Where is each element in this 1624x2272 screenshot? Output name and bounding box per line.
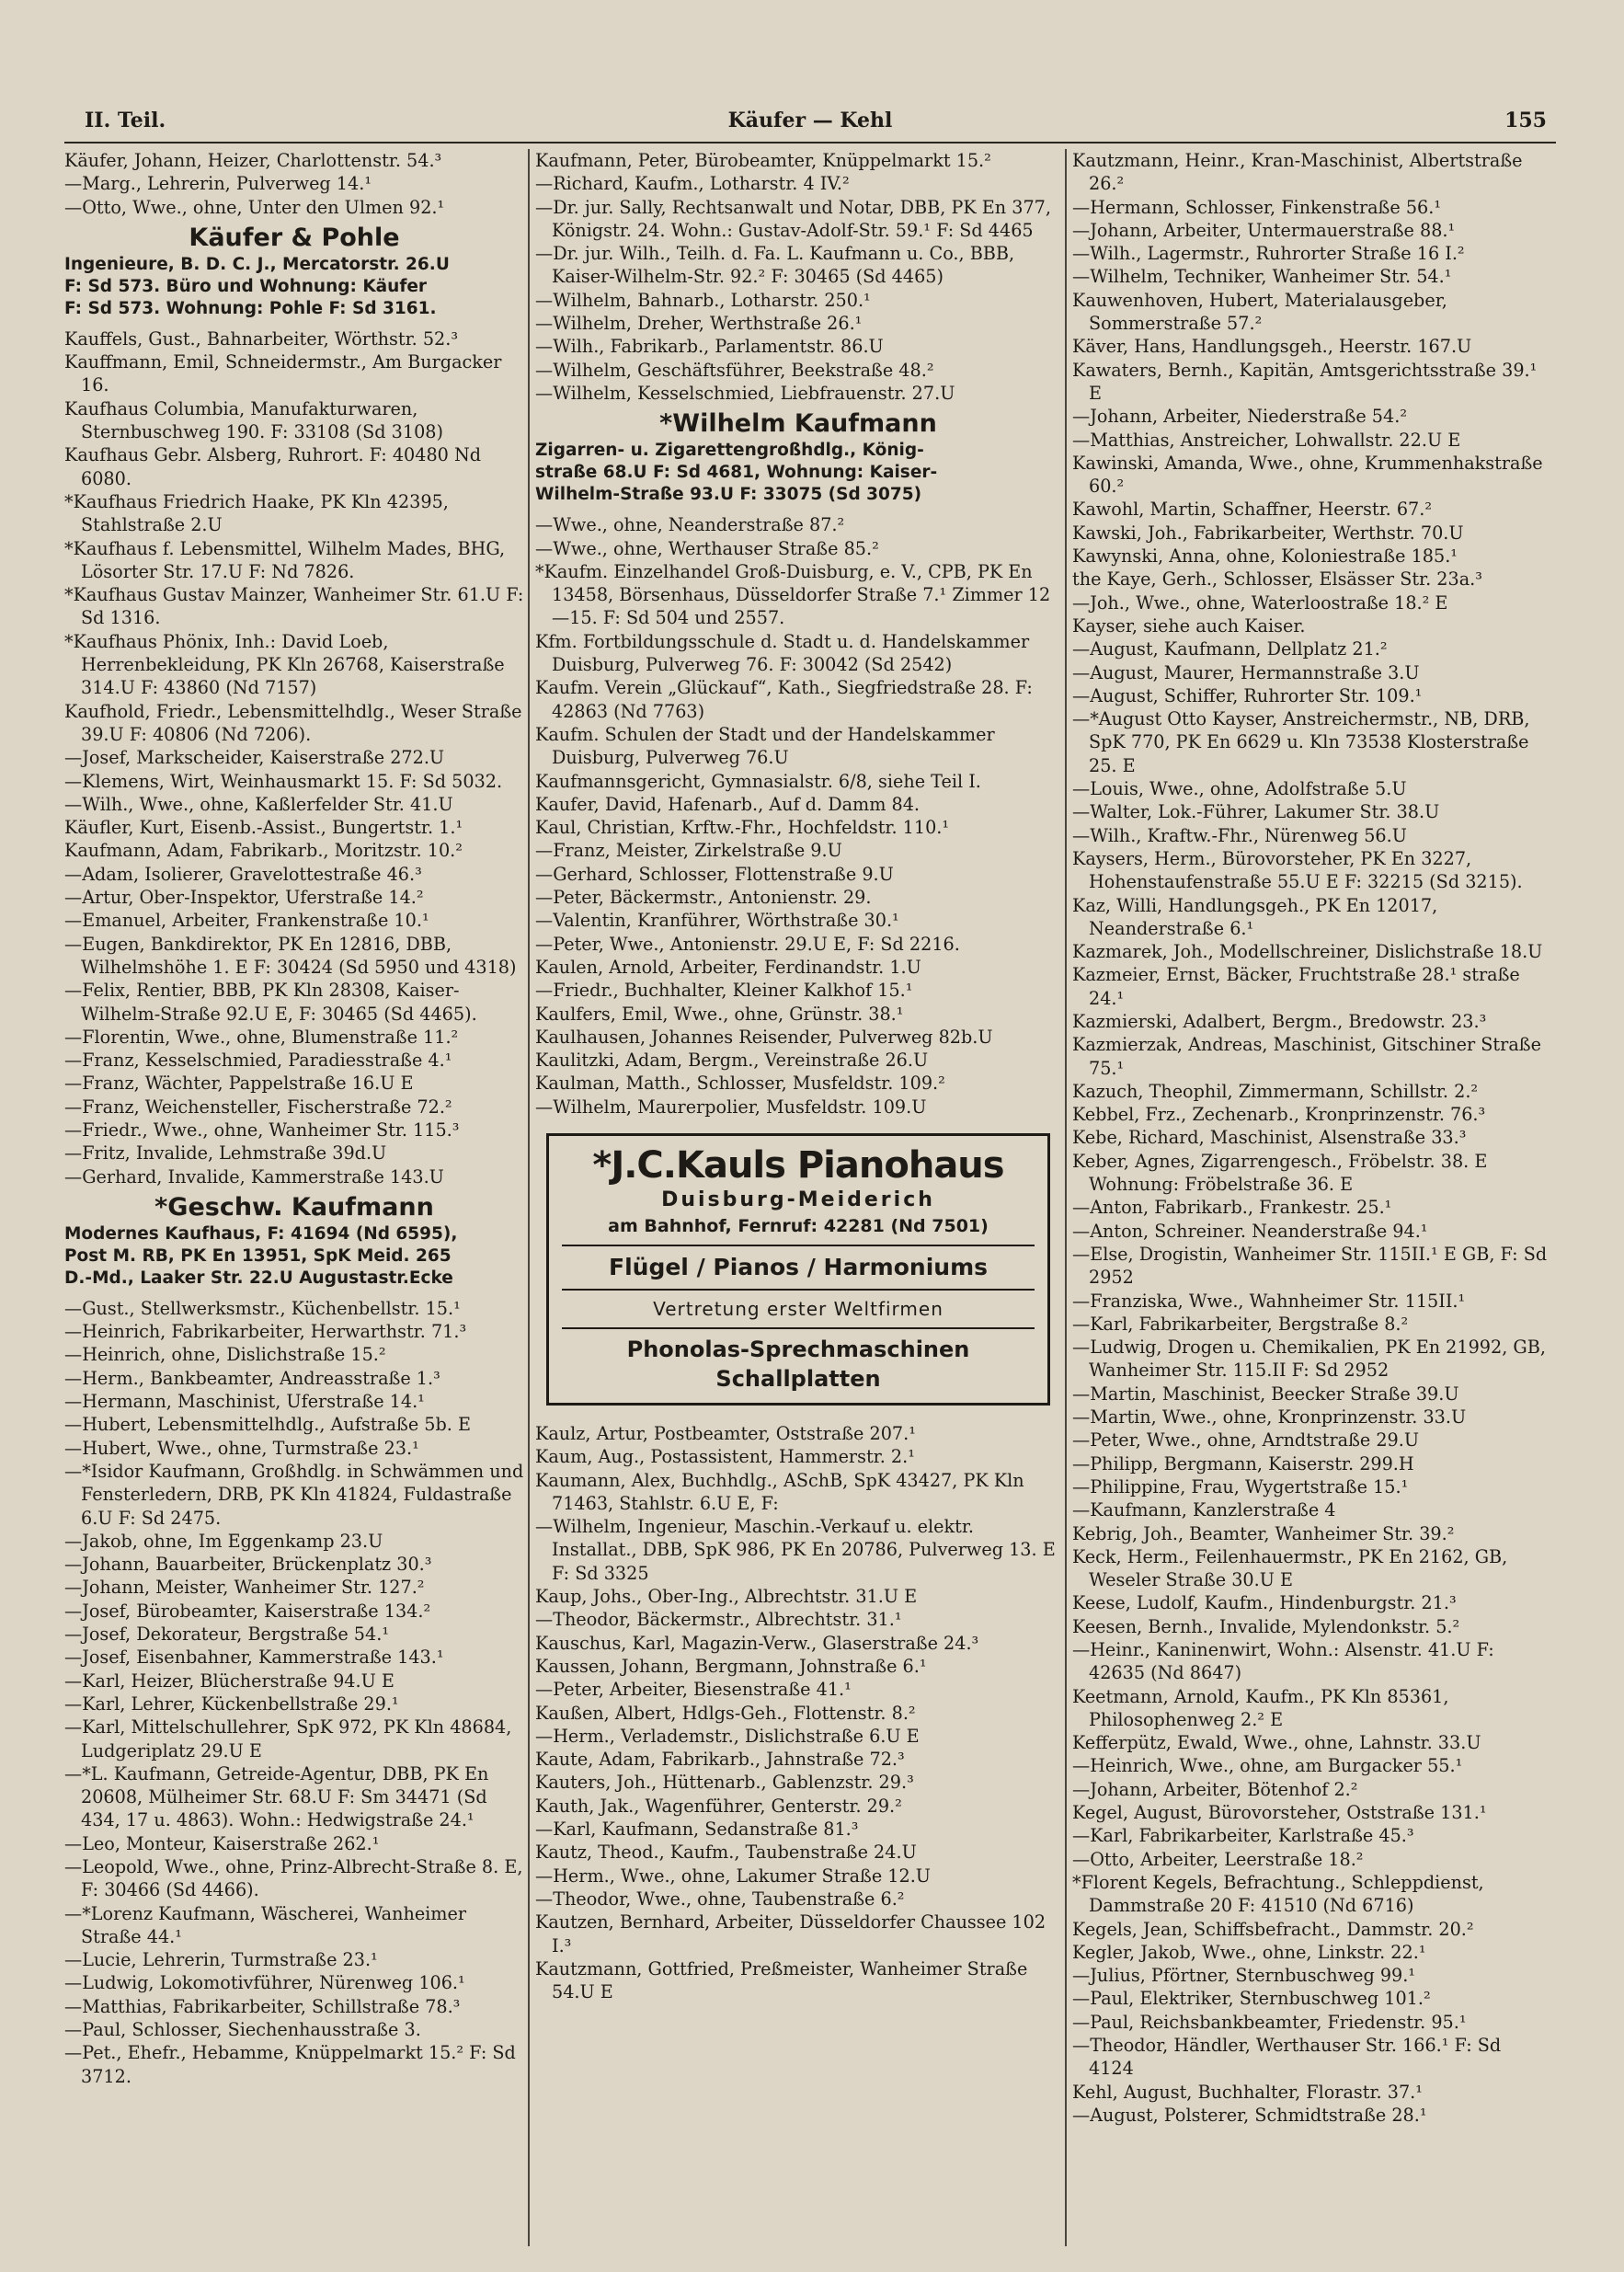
directory-entry: —Josef, Dekorateur, Bergstraße 54.¹ [64, 1624, 390, 1646]
directory-entry: Kaulhausen, Johannes Reisender, Pulverweg 82b.U [535, 1026, 993, 1048]
directory-entry: Kawinski, Amanda, Wwe., ohne, Krummenhakstraße 60.² [1072, 452, 1543, 498]
directory-entry: —Wwe., ohne, Werthauser Straße 85.² [535, 537, 879, 559]
page-number: 155 [1504, 109, 1547, 132]
directory-entry: —Lucie, Lehrerin, Turmstraße 23.¹ [64, 1949, 378, 1971]
directory-entry: Kautz, Theod., Kaufm., Taubenstraße 24.U [535, 1842, 917, 1864]
directory-entry: Kegels, Jean, Schiffsbefracht., Dammstr. 20.² [1072, 1918, 1474, 1940]
directory-entry: *Kaufhaus Friedrich Haake, PK Kln 42395, Stahlstraße 2.U [64, 490, 449, 536]
directory-entry: Käver, Hans, Handlungsgeh., Heerstr. 167.U [1072, 336, 1472, 358]
directory-entry: Kaute, Adam, Fabrikarb., Jahnstraße 72.³ [535, 1749, 905, 1771]
directory-entry: —Heinr., Kaninenwirt, Wohn.: Alsenstr. 41.U F: 42635 (Nd 8647) [1072, 1639, 1494, 1684]
directory-entry: —Wilhelm, Ingenieur, Maschin.-Verkauf u. elektr. Installat., DBB, SpK 986, PK En 20786, Pulverweg 13. E F: Sd 3325 [535, 1516, 1056, 1584]
directory-entry: the Kaye, Gerh., Schlosser, Elsässer Str. 23a.³ [1072, 568, 1482, 591]
directory-entry: Kaussen, Johann, Bergmann, Johnstraße 6.¹ [535, 1655, 927, 1677]
directory-entry: —Johann, Arbeiter, Untermauerstraße 88.¹ [1072, 219, 1456, 241]
directory-entry: —Wilhelm, Bahnarb., Lotharstr. 250.¹ [535, 289, 871, 311]
directory-entry: *Florent Kegels, Befrachtung., Schleppdienst, Dammstraße 20 F: 41510 (Nd 6716) [1072, 1871, 1484, 1917]
directory-entry: —Julius, Pförtner, Sternbuschweg 99.¹ [1072, 1965, 1416, 1987]
directory-entry: Keesen, Bernh., Invalide, Mylendonkstr. 5.² [1072, 1615, 1460, 1637]
advertisement-title: *Geschw. Kaufmann [154, 1192, 434, 1222]
directory-entry: Kauffmann, Emil, Schneidermstr., Am Burgacker 16. [64, 351, 502, 396]
directory-entry: —Otto, Wwe., ohne, Unter den Ulmen 92.¹ [64, 196, 445, 218]
advertisement-line: F: Sd 573. Büro und Wohnung: Käufer [64, 276, 428, 296]
directory-entry: —Theodor, Bäckermstr., Albrechtstr. 31.¹ [535, 1609, 902, 1631]
directory-entry: Kebbel, Frz., Zechenarb., Kronprinzenstr. 76.³ [1072, 1104, 1486, 1126]
directory-entry: Kefferpütz, Ewald, Wwe., ohne, Lahnstr. 33.U [1072, 1732, 1481, 1754]
directory-entry: Keber, Agnes, Zigarrengesch., Fröbelstr. 38. E Wohnung: Fröbelstraße 36. E [1072, 1150, 1488, 1196]
directory-entry: —Else, Drogistin, Wanheimer Str. 115II.¹ E GB, F: Sd 2952 [1072, 1243, 1548, 1289]
directory-entry: Kazmarek, Joh., Modellschreiner, Dislichstraße 18.U [1072, 941, 1543, 963]
directory-entry: Käufer, Johann, Heizer, Charlottenstr. 54.³ [64, 150, 442, 171]
directory-entry: —Dr. jur. Wilh., Teilh. d. Fa. L. Kaufmann u. Co., BBB, Kaiser-Wilhelm-Str. 92.² F: 30465 (Sd 4465) [535, 243, 1015, 288]
advertisement-line: Ingenieure, B. D. C. J., Mercatorstr. 26.U [64, 254, 450, 274]
directory-entry: —Kaufmann, Kanzlerstraße 4 [1072, 1499, 1336, 1521]
directory-entry: —Peter, Wwe., ohne, Arndtstraße 29.U [1072, 1429, 1420, 1452]
directory-entry: —Paul, Elektriker, Sternbuschweg 101.² [1072, 1988, 1431, 2010]
directory-entry: Kauschus, Karl, Magazin-Verw., Glaserstraße 24.³ [535, 1632, 979, 1654]
directory-entry: Kaufmannsgericht, Gymnasialstr. 6/8, siehe Teil I. [535, 770, 981, 792]
directory-entry: —Matthias, Fabrikarbeiter, Schillstraße 78.³ [64, 1995, 461, 2017]
directory-entry: —Martin, Maschinist, Beecker Straße 39.U [1072, 1383, 1459, 1405]
directory-entry: Keese, Ludolf, Kaufm., Hindenburgstr. 21.³ [1072, 1592, 1457, 1614]
directory-entry: —Paul, Reichsbankbeamter, Friedenstr. 95.¹ [1072, 2011, 1467, 2033]
column-divider [1065, 149, 1067, 2246]
directory-entry: Kauffels, Gust., Bahnarbeiter, Wörthstr. 52.³ [64, 327, 459, 350]
directory-entry: —Felix, Rentier, BBB, PK Kln 28308, Kaiser-Wilhelm-Straße 92.U E, F: 30465 (Sd 4465). [64, 980, 477, 1025]
directory-entry: —Joh., Wwe., ohne, Waterloostraße 18.² E [1072, 591, 1448, 614]
directory-entry: —Josef, Bürobeamter, Kaiserstraße 134.² [64, 1600, 431, 1622]
directory-entry: —Wilh., Kraftw.-Fhr., Nürenweg 56.U [1072, 824, 1407, 846]
directory-entry: —Peter, Arbeiter, Biesenstraße 41.¹ [535, 1679, 852, 1701]
directory-entry: Kaufer, David, Hafenarb., Auf d. Damm 84. [535, 793, 921, 815]
directory-entry: Käufler, Kurt, Eisenb.-Assist., Bungertstr. 1.¹ [64, 817, 463, 839]
directory-entry: Kautzmann, Heinr., Kran-Maschinist, Albertstraße 26.² [1072, 150, 1523, 195]
advertisement-line: straße 68.U F: Sd 4681, Wohnung: Kaiser- [535, 463, 938, 483]
directory-entry: Kaysers, Herm., Bürovorsteher, PK En 3227, Hohenstaufenstraße 55.U E F: 32215 (Sd 3215). [1072, 847, 1523, 893]
part-label: II. Teil. [85, 109, 166, 132]
directory-entry: —Wilhelm, Techniker, Wanheimer Str. 54.¹ [1072, 266, 1452, 288]
directory-entry: Kaz, Willi, Handlungsgeh., PK En 12017, Neanderstraße 6.¹ [1072, 894, 1438, 939]
directory-entry: —Eugen, Bankdirektor, PK En 12816, DBB, Wilhelmshöhe 1. E F: 30424 (Sd 5950 und 4318) [64, 933, 517, 978]
directory-entry: —Paul, Schlosser, Siechenhausstraße 3. [64, 2019, 421, 2041]
directory-entry: —Karl, Mittelschullehrer, SpK 972, PK Kln 48684, Ludgeriplatz 29.U E [64, 1716, 512, 1761]
directory-entry: Kaufm. Verein „Glückauf“, Kath., Siegfriedstraße 28. F: 42863 (Nd 7763) [535, 677, 1033, 722]
directory-entry: —Philipp, Bergmann, Kaiserstr. 299.H [1072, 1452, 1414, 1475]
directory-entry: —August, Polsterer, Schmidtstraße 28.¹ [1072, 2104, 1427, 2126]
directory-entry: —Gerhard, Schlosser, Flottenstraße 9.U [535, 863, 894, 885]
directory-entry: —*L. Kaufmann, Getreide-Agentur, DBB, PK En 20608, Mülheimer Str. 68.U F: Sm 34471 (Sd 434, 17 u. 4863). Wohn.: Hedwigstraße 24.¹ [64, 1762, 489, 1831]
directory-entry: —Johann, Bauarbeiter, Brückenplatz 30.³ [64, 1554, 432, 1576]
directory-entry: —Ludwig, Lokomotivführer, Nürenweg 106.¹ [64, 1972, 465, 1994]
directory-entry: —Hermann, Schlosser, Finkenstraße 56.¹ [1072, 196, 1442, 218]
business-advertisement [64, 219, 524, 327]
directory-entry: Kautzmann, Gottfried, Preßmeister, Wanheimer Straße 54.U E [535, 1957, 1028, 2003]
directory-entry: —Anton, Fabrikarb., Frankestr. 25.¹ [1072, 1197, 1392, 1219]
page-header [64, 103, 1556, 140]
directory-entry: Kauth, Jak., Wagenführer, Genterstr. 29.² [535, 1795, 902, 1817]
directory-entry: —Peter, Bäckermstr., Antonienstr. 29. [535, 887, 872, 909]
advertisement-line: D.-Md., Laaker Str. 22.U Augustastr.Ecke [64, 1268, 453, 1288]
directory-entry: —Heinrich, Fabrikarbeiter, Herwarthstr. 71.³ [64, 1321, 467, 1343]
directory-entry: —Matthias, Anstreicher, Lohwallstr. 22.U E [1072, 429, 1461, 451]
directory-entry: —Heinrich, ohne, Dislichstraße 15.² [64, 1344, 386, 1366]
directory-entry: —Richard, Kaufm., Lotharstr. 4 IV.² [535, 173, 850, 195]
directory-entry: Kaufhold, Friedr., Lebensmittelhdlg., Weser Straße 39.U F: 40806 (Nd 7206). [64, 700, 522, 745]
directory-entry: Kegler, Jakob, Wwe., ohne, Linkstr. 22.¹ [1072, 1941, 1426, 1963]
directory-entry: —August, Schiffer, Ruhrorter Str. 109.¹ [1072, 684, 1423, 706]
directory-entry: —Wilh., Lagermstr., Ruhrorter Straße 16 I.² [1072, 243, 1465, 265]
directory-entry: Kawski, Joh., Fabrikarbeiter, Werthstr. 70.U [1072, 522, 1464, 544]
pianohaus-representation: Vertretung erster Weltfirmen [653, 1297, 944, 1320]
business-advertisement [64, 1188, 524, 1297]
directory-entry: Kauwenhoven, Hubert, Materialausgeber, Sommerstraße 57.² [1072, 289, 1447, 335]
directory-entry: —Karl, Heizer, Blücherstraße 94.U E [64, 1670, 395, 1692]
directory-entry: —Hubert, Lebensmittelhdlg., Aufstraße 5b. E [64, 1414, 471, 1436]
directory-entry: —Anton, Schreiner. Neanderstraße 94.¹ [1072, 1220, 1428, 1242]
advertisement-title: Käufer & Pohle [189, 223, 400, 252]
directory-entry: Keck, Herm., Feilenhauermstr., PK En 2162, GB, Weseler Straße 30.U E [1072, 1545, 1508, 1591]
pianohaus-location: Duisburg-Meiderich [661, 1188, 935, 1211]
directory-entry: Kaufmann, Adam, Fabrikarb., Moritzstr. 10.² [64, 840, 463, 862]
directory-entry: Kehl, August, Buchhalter, Florastr. 37.¹ [1072, 2081, 1423, 2103]
pianohaus-phonolas: Phonolas-Sprechmaschinen [626, 1336, 970, 1362]
directory-entry: —Ludwig, Drogen u. Chemikalien, PK En 21992, GB, Wanheimer Str. 115.II F: Sd 2952 [1072, 1337, 1546, 1382]
directory-entry: —Valentin, Kranführer, Wörthstraße 30.¹ [535, 910, 899, 932]
directory-entry: —Hermann, Maschinist, Uferstraße 14.¹ [64, 1391, 425, 1413]
directory-entry: —August, Kaufmann, Dellplatz 21.² [1072, 638, 1388, 660]
directory-entry: —Wilhelm, Geschäftsführer, Beekstraße 48.² [535, 359, 934, 381]
advertisement-line: Modernes Kaufhaus, F: 41694 (Nd 6595), [64, 1223, 458, 1244]
directory-entry: —*August Otto Kayser, Anstreichermstr., NB, DRB, SpK 770, PK En 6629 u. Kln 73538 Klosterstraße 25. E [1072, 708, 1530, 776]
directory-entry: Kazmierzak, Andreas, Maschinist, Gitschiner Straße 75.¹ [1072, 1034, 1541, 1079]
advertisement-line: Wilhelm-Straße 93.U F: 33075 (Sd 3075) [535, 485, 922, 505]
directory-entry: Kaulz, Artur, Postbeamter, Oststraße 207.¹ [535, 1422, 916, 1444]
directory-entry: —*Isidor Kaufmann, Großhdlg. in Schwämmen und Fensterledern, DRB, PK Kln 41824, Fuldastraße 6.U F: Sd 2475. [64, 1460, 524, 1529]
directory-entry: Keetmann, Arnold, Kaufm., PK Kln 85361, Philosophenweg 2.² E [1072, 1685, 1449, 1730]
directory-entry: —Franz, Wächter, Pappelstraße 16.U E [64, 1073, 414, 1095]
advertisement-title: *Wilhelm Kaufmann [659, 409, 937, 439]
directory-entry: Kaulitzki, Adam, Bergm., Vereinstraße 26.U [535, 1050, 929, 1072]
directory-entry: —Herm., Bankbeamter, Andreasstraße 1.³ [64, 1367, 440, 1389]
directory-entry: Kautzen, Bernhard, Arbeiter, Düsseldorfer Chaussee 102 I.³ [535, 1911, 1046, 1956]
directory-entry: —Pet., Ehefr., Hebamme, Knüppelmarkt 15.² F: Sd 3712. [64, 2042, 516, 2087]
running-title: Käufer — Kehl [727, 109, 893, 132]
directory-entry: Kaufm. Schulen der Stadt und der Handelskammer Duisburg, Pulverweg 76.U [535, 723, 995, 769]
directory-entry: Kaufhaus Gebr. Alsberg, Ruhrort. F: 40480 Nd 6080. [64, 444, 482, 489]
directory-entry: —Emanuel, Arbeiter, Frankenstraße 10.¹ [64, 910, 429, 932]
advertisement-line: Zigarren- u. Zigarettengroßhdlg., König- [535, 441, 924, 461]
directory-entry: —Franz, Kesselschmied, Paradiesstraße 4.¹ [64, 1050, 452, 1072]
directory-entry: —Leopold, Wwe., ohne, Prinz-Albrecht-Straße 8. E, F: 30466 (Sd 4466). [64, 1856, 523, 1901]
directory-entry: —*Lorenz Kaufmann, Wäscherei, Wanheimer Straße 44.¹ [64, 1902, 467, 1947]
directory-entry: Kebe, Richard, Maschinist, Alsenstraße 33.³ [1072, 1127, 1467, 1149]
directory-entry: Kaulen, Arnold, Arbeiter, Ferdinandstr. 1.U [535, 956, 921, 978]
directory-entry: —Theodor, Händler, Werthauser Str. 166.¹ F: Sd 4124 [1072, 2035, 1502, 2080]
directory-entry: —Karl, Lehrer, Kückenbellstraße 29.¹ [64, 1693, 399, 1715]
directory-entry: Kaufmann, Peter, Bürobeamter, Knüppelmarkt 15.² [535, 150, 991, 171]
directory-entry: —Peter, Wwe., Antonienstr. 29.U E, F: Sd 2216. [535, 933, 960, 955]
directory-entry: —Karl, Fabrikarbeiter, Bergstraße 8.² [1072, 1313, 1409, 1335]
advertisement-line: Post M. RB, PK En 13951, SpK Meid. 265 [64, 1245, 452, 1266]
directory-entry: Kaulfers, Emil, Wwe., ohne, Grünstr. 38.¹ [535, 1003, 904, 1025]
directory-entry: —Wilhelm, Maurerpolier, Musfeldstr. 109.U [535, 1096, 927, 1118]
directory-entry: Kaufhaus Columbia, Manufakturwaren, Sternbuschweg 190. F: 33108 (Sd 3108) [64, 397, 443, 443]
directory-entry: —Florentin, Wwe., ohne, Blumenstraße 11.² [64, 1026, 459, 1048]
directory-entry: *Kaufm. Einzelhandel Groß-Duisburg, e. V., CPB, PK En 13458, Börsenhaus, Düsseldorfer Straße 7.¹ Zimmer 12—15. F: Sd 504 und 2557. [535, 560, 1051, 629]
directory-entry: —Friedr., Buchhalter, Kleiner Kalkhof 15.¹ [535, 980, 913, 1002]
directory-entry: —Heinrich, Wwe., ohne, am Burgacker 55.¹ [1072, 1755, 1463, 1777]
directory-entry: —Wilh., Wwe., ohne, Kaßlerfelder Str. 41.U [64, 793, 453, 815]
column-1 [64, 149, 524, 2246]
directory-entry: —Artur, Ober-Inspektor, Uferstraße 14.² [64, 887, 424, 909]
directory-entry: —Wilh., Fabrikarb., Parlamentstr. 86.U [535, 336, 884, 358]
directory-entry: *Kaufhaus Gustav Mainzer, Wanheimer Str. 61.U F: Sd 1316. [64, 584, 524, 629]
directory-entry: Kawynski, Anna, ohne, Koloniestraße 185.¹ [1072, 545, 1458, 568]
directory-entry: —August, Maurer, Hermannstraße 3.U [1072, 661, 1420, 683]
column-2 [535, 149, 1061, 2246]
directory-entry: —Herm., Verlademstr., Dislichstraße 6.U E [535, 1725, 920, 1747]
advertisement-line: F: Sd 573. Wohnung: Pohle F: Sd 3161. [64, 298, 437, 318]
directory-entry: —Jakob, ohne, Im Eggenkamp 23.U [64, 1530, 383, 1552]
directory-entry: —Klemens, Wirt, Weinhausmarkt 15. F: Sd 5032. [64, 770, 503, 792]
directory-entry: —Adam, Isolierer, Gravelottestraße 46.³ [64, 863, 422, 885]
directory-entry: —Dr. jur. Sally, Rechtsanwalt und Notar, DBB, PK En 377, Königstr. 24. Wohn.: Gustav-Adolf-Str. 59.¹ F: Sd 4465 [535, 196, 1051, 241]
box-divider [562, 1289, 1035, 1291]
box-divider [562, 1245, 1035, 1246]
directory-entry: —Gerhard, Invalide, Kammerstraße 143.U [64, 1165, 444, 1188]
directory-entry: —Louis, Wwe., ohne, Adolfstraße 5.U [1072, 778, 1407, 800]
directory-entry: —Karl, Fabrikarbeiter, Karlstraße 45.³ [1072, 1825, 1414, 1847]
directory-entry: —Fritz, Invalide, Lehmstraße 39d.U [64, 1142, 387, 1165]
directory-entry: —Johann, Meister, Wanheimer Str. 127.² [64, 1577, 425, 1599]
directory-entry: Kawohl, Martin, Schaffner, Heerstr. 67.² [1072, 499, 1433, 521]
directory-entry: Kaußen, Albert, Hdlgs-Geh., Flottenstr. 8.² [535, 1702, 916, 1724]
directory-entry: —Johann, Arbeiter, Niederstraße 54.² [1072, 406, 1408, 428]
directory-entry: —Josef, Markscheider, Kaiserstraße 272.U [64, 747, 445, 769]
directory-entry: —Johann, Arbeiter, Bötenhof 2.² [1072, 1778, 1358, 1800]
pianohaus-advertisement-box [546, 1133, 1050, 1406]
box-divider [562, 1327, 1035, 1329]
directory-entry: —Friedr., Wwe., ohne, Wanheimer Str. 115.³ [64, 1119, 460, 1141]
directory-entry: Kfm. Fortbildungsschule d. Stadt u. d. Handelskammer Duisburg, Pulverweg 76. F: 30042 (Sd 2542) [535, 630, 1030, 676]
directory-entry: —Hubert, Wwe., ohne, Turmstraße 23.¹ [64, 1437, 419, 1459]
directory-entry: —Franziska, Wwe., Wahnheimer Str. 115II.¹ [1072, 1290, 1466, 1312]
directory-entry: Kaup, Johs., Ober-Ing., Albrechtstr. 31.U E [535, 1586, 918, 1608]
directory-entry: —Herm., Wwe., ohne, Lakumer Straße 12.U [535, 1865, 931, 1887]
pianohaus-name: *J.C.Kauls Pianohaus [592, 1143, 1004, 1187]
directory-entry: *Kaufhaus f. Lebensmittel, Wilhelm Mades, BHG, Lösorter Str. 17.U F: Nd 7826. [64, 537, 506, 582]
pianohaus-products: Flügel / Pianos / Harmoniums [609, 1253, 988, 1280]
directory-entry: —Wilhelm, Dreher, Werthstraße 26.¹ [535, 313, 863, 335]
directory-entry: —Wwe., ohne, Neanderstraße 87.² [535, 514, 845, 536]
directory-entry: —Martin, Wwe., ohne, Kronprinzenstr. 33.U [1072, 1406, 1467, 1429]
directory-entry: Kawaters, Bernh., Kapitän, Amtsgerichtsstraße 39.¹ E [1072, 359, 1538, 404]
directory-entry: Kaum, Aug., Postassistent, Hammerstr. 2.¹ [535, 1446, 915, 1468]
directory-entry: —Gust., Stellwerksmstr., Küchenbellstr. 15.¹ [64, 1297, 461, 1319]
pianohaus-address: am Bahnhof, Fernruf: 42281 (Nd 7501) [608, 1215, 989, 1236]
directory-entry: —Karl, Kaufmann, Sedanstraße 81.³ [535, 1819, 859, 1841]
header-rule [64, 142, 1556, 143]
directory-entry: Kazuch, Theophil, Zimmermann, Schillstr. 2.² [1072, 1080, 1479, 1102]
directory-entry: Kebrig, Joh., Beamter, Wanheimer Str. 39.² [1072, 1522, 1455, 1544]
directory-entry: —Wilhelm, Kesselschmied, Liebfrauenstr. 27.U [535, 382, 955, 404]
directory-entry: Kazmeier, Ernst, Bäcker, Fruchtstraße 28.¹ straße 24.¹ [1072, 964, 1520, 1009]
directory-entry: Kazmierski, Adalbert, Bergm., Bredowstr. 23.³ [1072, 1010, 1487, 1032]
column-3 [1072, 149, 1550, 2246]
directory-entry: —Walter, Lok.-Führer, Lakumer Str. 38.U [1072, 801, 1440, 823]
directory-entry: —Otto, Arbeiter, Leerstraße 18.² [1072, 1848, 1364, 1870]
business-advertisement [535, 405, 1061, 513]
directory-entry: —Marg., Lehrerin, Pulverweg 14.¹ [64, 173, 372, 195]
column-divider [528, 149, 530, 2246]
directory-entry: —Josef, Eisenbahner, Kammerstraße 143.¹ [64, 1647, 444, 1669]
directory-entry: *Kaufhaus Phönix, Inh.: David Loeb, Herrenbekleidung, PK Kln 26768, Kaiserstraße 314.U F: 43860 (Nd 7157) [64, 630, 505, 699]
directory-entry: —Theodor, Wwe., ohne, Taubenstraße 6.² [535, 1888, 905, 1910]
directory-entry: Kaumann, Alex, Buchhdlg., ASchB, SpK 43427, PK Kln 71463, Stahlstr. 6.U E, F: [535, 1469, 1024, 1514]
directory-entry: —Franz, Weichensteller, Fischerstraße 72.² [64, 1096, 452, 1118]
directory-entry: Kegel, August, Bürovorsteher, Oststraße 131.¹ [1072, 1802, 1487, 1824]
directory-entry: —Franz, Meister, Zirkelstraße 9.U [535, 840, 842, 862]
directory-entry: —Philippine, Frau, Wygertstraße 15.¹ [1072, 1475, 1409, 1497]
directory-entry: Kaul, Christian, Krftw.-Fhr., Hochfeldstr. 110.¹ [535, 817, 950, 839]
directory-entry: Kauters, Joh., Hüttenarb., Gablenzstr. 29.³ [535, 1772, 914, 1794]
directory-entry: Kayser, siehe auch Kaiser. [1072, 614, 1306, 637]
directory-entry: Kaulman, Matth., Schlosser, Musfeldstr. 109.² [535, 1073, 945, 1095]
pianohaus-records: Schallplatten [715, 1365, 881, 1392]
directory-entry: —Leo, Monteur, Kaiserstraße 262.¹ [64, 1832, 380, 1854]
directory-page [64, 103, 1556, 2246]
